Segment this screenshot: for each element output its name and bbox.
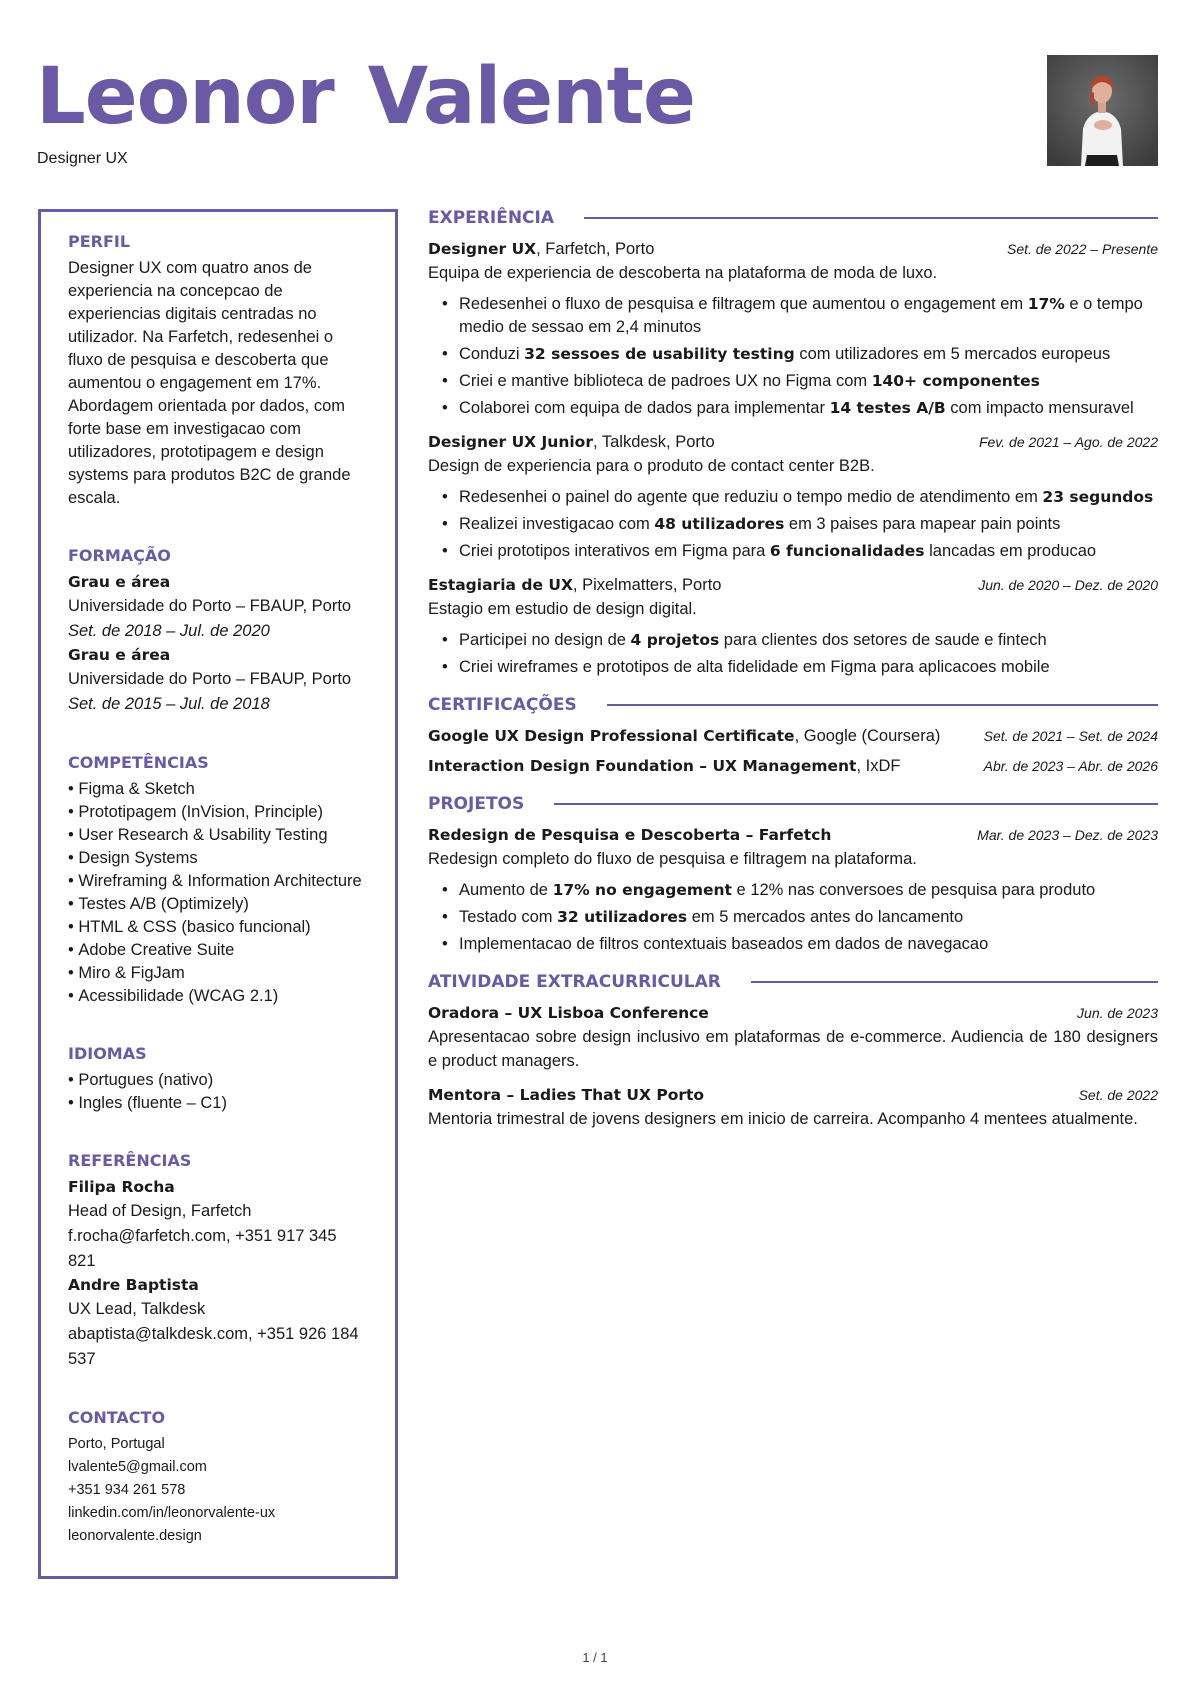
certification-issuer: , Google (Coursera) [794, 727, 941, 745]
reference-role: Head of Design, Farfetch [68, 1202, 252, 1220]
section-divider [751, 981, 1158, 983]
education-dates: Set. de 2015 – Jul. de 2018 [68, 695, 270, 713]
achievement-bullet: • Participei no design de 4 projetos para clientes dos setores de saude e fintech [442, 629, 1158, 652]
contact-phone: +351 934 261 578 [68, 1482, 186, 1498]
project-bullets [428, 879, 1158, 956]
reference-contact: abaptista@talkdesk.com, +351 926 184 537 [68, 1325, 359, 1368]
job-company: , Talkdesk, Porto [592, 433, 715, 451]
job-dates: Jun. de 2020 – Dez. de 2020 [978, 577, 1158, 593]
project-dates: Mar. de 2023 – Dez. de 2023 [977, 827, 1158, 843]
activity-name: Mentora – Ladies That UX Porto [428, 1086, 705, 1104]
experience-section [428, 208, 1158, 679]
achievement-bullet: • Redesenhei o painel do agente que reduziu o tempo medio de atendimento em 23 segundos [442, 486, 1158, 509]
education-dates: Set. de 2018 – Jul. de 2020 [68, 622, 270, 640]
candidate-name [36, 52, 729, 142]
contact-linkedin: linkedin.com/in/leonorvalente-ux [68, 1505, 276, 1521]
extracurricular-section [428, 972, 1158, 1131]
certification-name: Google UX Design Professional Certificate [428, 727, 795, 745]
job-dates: Fev. de 2021 – Ago. de 2022 [978, 434, 1158, 450]
skill-item: • Miro & FigJam [68, 962, 368, 985]
job-role: Estagiaria de UX [428, 576, 573, 594]
project-bullet: • Testado com 32 utilizadores em 5 mercados antes do lancamento [442, 906, 1158, 929]
project-description: Redesign completo do fluxo de pesquisa e filtragem na plataforma. [428, 850, 917, 868]
activity-item [428, 1001, 1158, 1073]
contact-website: leonorvalente.design [68, 1528, 202, 1544]
section-title-atividade: ATIVIDADE EXTRACURRICULAR [428, 972, 721, 992]
section-title-competencias: COMPETÊNCIAS [68, 753, 209, 772]
certification-dates: Set. de 2021 – Set. de 2024 [983, 728, 1158, 744]
certification-name: Interaction Design Foundation – UX Management [428, 757, 857, 775]
education-item [68, 644, 368, 717]
achievement-bullet: • Criei e mantive biblioteca de padroes UX no Figma com 140+ componentes [442, 370, 1158, 393]
section-title-idiomas: IDIOMAS [68, 1044, 147, 1063]
skill-item: • Testes A/B (Optimizely) [68, 893, 368, 916]
job-bullets [428, 293, 1158, 420]
achievement-bullet: • Conduzi 32 sessoes de usability testing com utilizadores em 5 mercados europeus [442, 343, 1158, 366]
last-name: Valente [367, 52, 695, 142]
skill-item: • HTML & CSS (basico funcional) [68, 916, 368, 939]
skill-item: • Acessibilidade (WCAG 2.1) [68, 985, 368, 1008]
skill-item: • Prototipagem (InVision, Principle) [68, 801, 368, 824]
activity-dates: Jun. de 2023 [1077, 1005, 1158, 1021]
reference-contact: f.rocha@farfetch.com, +351 917 345 821 [68, 1227, 337, 1270]
contact-location: Porto, Portugal [68, 1436, 165, 1452]
certification-item [428, 724, 1158, 748]
skills-list [68, 778, 368, 1008]
contact-email: lvalente5@gmail.com [68, 1459, 207, 1475]
profile-photo [1047, 55, 1158, 166]
job-dates: Set. de 2022 – Presente [1007, 241, 1158, 257]
skill-item: • Wireframing & Information Architecture [68, 870, 368, 893]
section-title-referencias: REFERÊNCIAS [68, 1151, 192, 1170]
profile-summary: Designer UX com quatro anos de experiencia na concepcao de experiencias digitais centradas no utilizador. Na Farfetch, redesenhei o fluxo de pesquisa e descoberta que aumentou o engagement em 17%. Abordagem orientada por dados, com forte base em investigacao com utilizadores, prototipagem e design systems para produtos B2C de grande escala. [68, 259, 351, 507]
section-title-certificacoes: CERTIFICAÇÕES [428, 695, 577, 715]
reference-name: Filipa Rocha [68, 1178, 175, 1196]
project-bullet: • Implementacao de filtros contextuais baseados em dados de navegacao [442, 933, 1158, 956]
contact-section [68, 1408, 368, 1548]
skill-item: • Adobe Creative Suite [68, 939, 368, 962]
section-title-experiencia: EXPERIÊNCIA [428, 208, 555, 228]
degree: Grau e área [68, 573, 171, 591]
section-divider [584, 217, 1158, 219]
reference-role: UX Lead, Talkdesk [68, 1300, 206, 1318]
activity-description: Mentoria trimestral de jovens designers em inicio de carreira. Acompanho 4 mentees atualmente. [428, 1110, 1138, 1128]
job-bullets [428, 486, 1158, 563]
reference-name: Andre Baptista [68, 1276, 199, 1294]
activity-item [428, 1083, 1158, 1131]
certification-item [428, 754, 1158, 778]
page-number: 1 / 1 [582, 1650, 608, 1665]
experience-item [428, 573, 1158, 679]
sidebar [38, 209, 398, 1579]
profile-section [68, 232, 368, 510]
skills-section [68, 753, 368, 1008]
section-title-contacto: CONTACTO [68, 1408, 166, 1427]
languages-section [68, 1044, 368, 1115]
skill-item: • User Research & Usability Testing [68, 824, 368, 847]
job-description: Equipa de experiencia de descoberta na plataforma de moda de luxo. [428, 264, 938, 282]
achievement-bullet: • Realizei investigacao com 48 utilizadores em 3 paises para mapear pain points [442, 513, 1158, 536]
certifications-section [428, 695, 1158, 778]
references-section [68, 1151, 368, 1372]
project-name: Redesign de Pesquisa e Descoberta – Farfetch [428, 826, 832, 844]
activity-dates: Set. de 2022 [1078, 1087, 1158, 1103]
school: Universidade do Porto – FBAUP, Porto [68, 670, 352, 688]
job-description: Design de experiencia para o produto de contact center B2B. [428, 457, 875, 475]
project-item [428, 823, 1158, 956]
first-name: Leonor [36, 52, 334, 142]
language-item: • Portugues (nativo) [68, 1069, 368, 1092]
activity-description: Apresentacao sobre design inclusivo em plataformas de e-commerce. Audiencia de 180 designers e product managers. [428, 1028, 1158, 1070]
experience-item [428, 430, 1158, 563]
reference-item [68, 1274, 368, 1372]
section-divider [554, 803, 1158, 805]
job-company: , Pixelmatters, Porto [572, 576, 722, 594]
degree: Grau e área [68, 646, 171, 664]
section-title-projetos: PROJETOS [428, 794, 525, 814]
skill-item: • Design Systems [68, 847, 368, 870]
section-title-perfil: PERFIL [68, 232, 131, 251]
projects-section [428, 794, 1158, 956]
job-bullets [428, 629, 1158, 679]
school: Universidade do Porto – FBAUP, Porto [68, 597, 352, 615]
reference-item [68, 1176, 368, 1274]
section-divider [607, 704, 1158, 706]
job-role: Designer UX Junior [428, 433, 593, 451]
job-description: Estagio em estudio de design digital. [428, 600, 697, 618]
achievement-bullet: • Criei wireframes e prototipos de alta fidelidade em Figma para aplicacoes mobile [442, 656, 1158, 679]
language-item: • Ingles (fluente – C1) [68, 1092, 368, 1115]
achievement-bullet: • Colaborei com equipa de dados para implementar 14 testes A/B com impacto mensuravel [442, 397, 1158, 420]
activity-name: Oradora – UX Lisboa Conference [428, 1004, 709, 1022]
job-role: Designer UX [428, 240, 537, 258]
section-title-formacao: FORMAÇÃO [68, 546, 171, 565]
main-column [428, 208, 1158, 1147]
job-title: Designer UX [37, 150, 128, 167]
skill-item: • Figma & Sketch [68, 778, 368, 801]
certification-dates: Abr. de 2023 – Abr. de 2026 [983, 758, 1158, 774]
experience-item [428, 237, 1158, 420]
project-bullet: • Aumento de 17% no engagement e 12% nas conversoes de pesquisa para produto [442, 879, 1158, 902]
languages-list [68, 1069, 368, 1115]
education-item [68, 571, 368, 644]
certification-issuer: , IxDF [856, 757, 901, 775]
education-section [68, 546, 368, 717]
achievement-bullet: • Criei prototipos interativos em Figma para 6 funcionalidades lancadas em producao [442, 540, 1158, 563]
job-company: , Farfetch, Porto [536, 240, 655, 258]
achievement-bullet: • Redesenhei o fluxo de pesquisa e filtragem que aumentou o engagement em 17% e o tempo medio de sessao em 2,4 minutos [442, 293, 1158, 339]
